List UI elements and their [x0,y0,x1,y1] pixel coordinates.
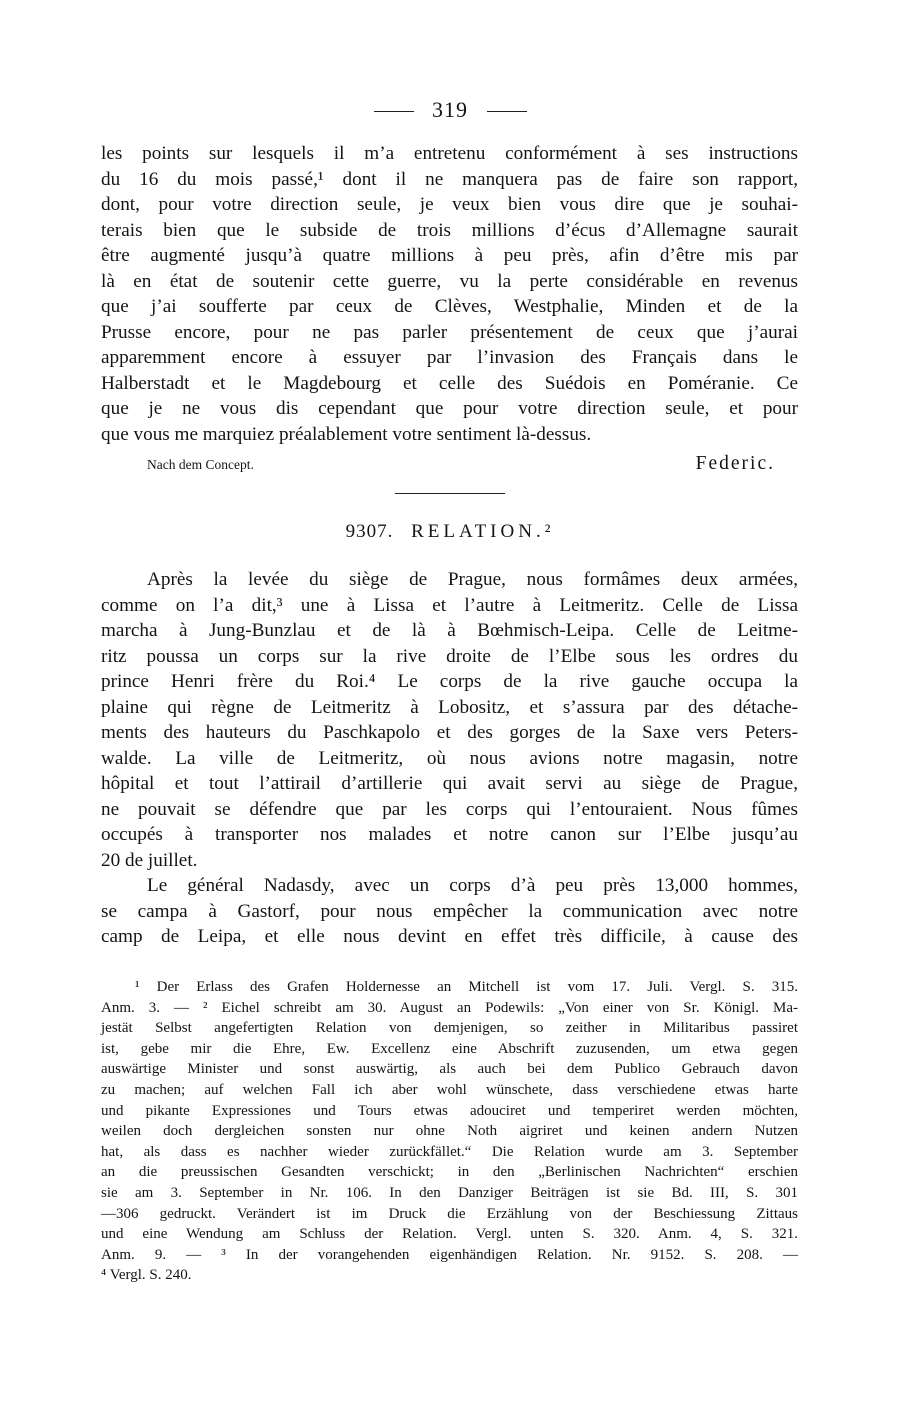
footnote-line: ⁴ Vergl. S. 240. [101,1267,192,1284]
text-line: prince Henri frère du Roi.⁴ Le corps de la rive gauche occupa la [101,671,798,692]
text-line: comme on l’a dit,³ une à Lissa et l’autre à Leitmeritz. Celle de Lissa [101,594,798,616]
footnote-line: Anm. 9. — ³ In der vorangehenden eigenhändigen Relation. Nr. 9152. S. 208. — [101,1246,798,1263]
document-number: 9307. [345,521,394,542]
text-line: ne pouvait se défendre que par les corps qui l’entouraient. Nous fûmes [101,798,798,820]
footnote-line: jestät Selbst angefertigten Relation von demjenigen, so zeither in Militaribus passiret [101,1020,798,1037]
text-line: Prusse encore, pour ne pas parler présentement de ceux que j’aurai [101,321,798,343]
letter-text [101,141,798,447]
footnote-line: sie am 3. September in Nr. 106. In den Danziger Beiträgen ist sie Bd. III, S. 301 [101,1184,798,1201]
footnote-line: an die preussischen Gesandten verschickt; in den „Berlinischen Nachrichten“ erschien [101,1164,798,1181]
footnote-line: und eine Wendung am Schluss der Relation. Vergl. unten S. 320. Anm. 4, S. 321. [101,1226,798,1243]
text-line: être augmenté jusqu’à quatre millions à peu près, afin d’être mis par [101,245,798,266]
footnote-line: und pikante Expressiones und Tours etwas adouciret und temperiret werden möchten, [101,1102,798,1119]
text-line: ments des hauteurs du Paschkapolo et des gorges de la Saxe vers Peters- [101,722,798,743]
page-number: 319 [432,97,468,122]
text-line: dont, pour votre direction seule, je veux bien vous dire que je souhai- [101,194,798,215]
relation-heading [0,521,900,543]
text-line: Le général Nadasdy, avec un corps d’à peu près 13,000 hommes, [147,875,798,896]
text-line: se campa à Gastorf, pour nous empêcher la communication avec notre [101,900,798,922]
text-line: Après la levée du siège de Prague, nous formâmes deux armées, [147,569,798,590]
page-header [0,97,900,123]
text-line: hôpital et tout l’attirail d’artillerie qui avait servi au siège de Prague, [101,773,798,794]
text-line: walde. La ville de Leitmeritz, où nous avions notre magasin, notre [101,747,798,769]
header-rule-right [487,111,527,112]
signature: Federic. [695,453,775,474]
section-divider [395,493,505,494]
text-line: apparemment encore à essuyer par l’invasion des Français dans le [101,347,798,368]
footnote-line: Anm. 3. — ² Eichel schreibt am 30. August an Podewils: „Von einer von Sr. Königl. Ma- [101,999,798,1016]
text-line: que j’ai soufferte par ceux de Clèves, Westphalie, Minden et de la [101,296,798,317]
source-note: Nach dem Concept. [147,457,254,472]
text-line: 20 de juillet. [101,849,198,871]
text-line: les points sur lesquels il m’a entretenu conformément à ses instructions [101,143,798,164]
document-title: RELATION.² [411,521,555,542]
text-line: ritz poussa un corps sur la rive droite de l’Elbe sous les ordres du [101,645,798,667]
footnote-line: hat, als dass es nachher wieder zurückfället.“ Die Relation wurde am 3. September [101,1143,798,1160]
footnote-line: auswärtige Minister und sonst auswärtig, als auch bei dem Publico Gebrauch davon [101,1061,798,1078]
footnote-line: ist, gebe mir die Ehre, Ew. Excellenz eine Abschrift zuzusenden, um etwa gegen [101,1040,798,1057]
footnote-line: zu machen; auf welchen Fall ich aber wohl wünschete, dass verschiedene etwas harte [101,1081,798,1098]
text-line: marcha à Jung-Bunzlau et de là à Bœhmisch-Leipa. Celle de Leitme- [101,620,798,641]
text-line: que je ne vous dis cependant que pour votre direction seule, et pour [101,398,798,419]
text-line: camp de Leipa, et elle nous devint en effet très difficile, à cause des [101,926,798,947]
text-line: occupés à transporter nos malades et notre canon sur l’Elbe jusqu’au [101,824,798,845]
text-line: du 16 du mois passé,¹ dont il ne manquera pas de faire son rapport, [101,168,798,190]
text-line: que vous me marquiez préalablement votre sentiment là-dessus. [101,423,592,445]
footnotes [101,977,798,1286]
text-line: Halberstadt et le Magdebourg et celle des Suédois en Poméranie. Ce [101,372,798,394]
header-rule-left [374,111,414,112]
letter-closing [147,453,775,475]
footnote-line: weilen doch dergleichen sonsten nur ohne Noth aigriret und keinen andern Nutzen [101,1123,798,1140]
footnote-line: —306 gedruckt. Verändert ist im Druck die Erzählung von der Beschiessung Zittaus [101,1205,798,1222]
text-line: plaine qui règne de Leitmeritz à Lobositz, et s’assura par des détache- [101,696,798,718]
text-line: là en état de soutenir cette guerre, vu la perte considérable en revenus [101,270,798,292]
footnote-line: ¹ Der Erlass des Grafen Holdernesse an Mitchell ist vom 17. Juli. Vergl. S. 315. [135,979,798,995]
relation-text [101,567,798,950]
text-line: terais bien que le subside de trois millions d’écus d’Allemagne saurait [101,219,798,241]
